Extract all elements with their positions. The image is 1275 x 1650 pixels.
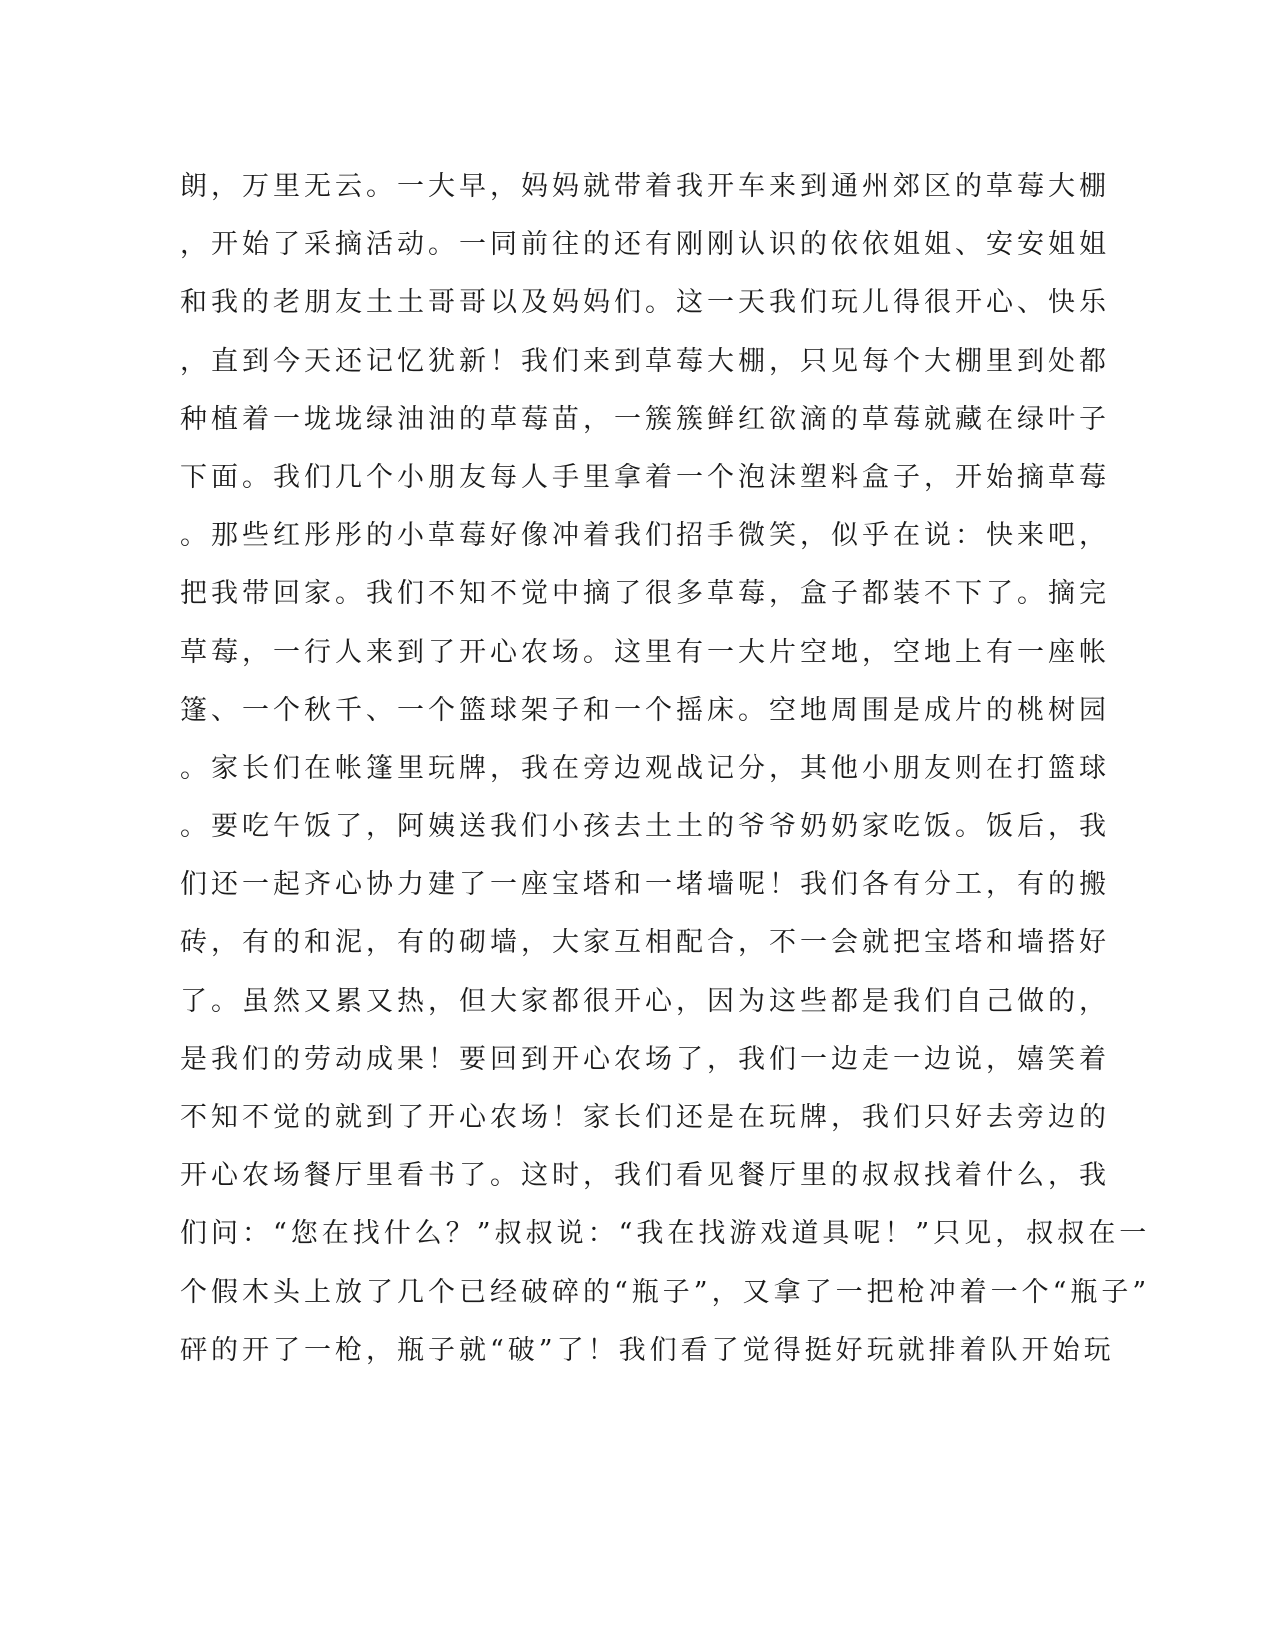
text-line: 砰的开了一枪，瓶子就“破”了！我们看了觉得挺好玩就排着队开始玩 — [180, 1334, 1115, 1366]
text-line: 了。虽然又累又热，但大家都很开心，因为这些都是我们自己做的， — [180, 985, 1110, 1017]
text-line: 和我的老朋友土土哥哥以及妈妈们。这一天我们玩儿得很开心、快乐 — [180, 287, 1110, 319]
text-line: 是我们的劳动成果！要回到开心农场了，我们一边走一边说，嬉笑着 — [180, 1043, 1110, 1075]
body-text — [180, 158, 1151, 1380]
text-line: 们还一起齐心协力建了一座宝塔和一堵墙呢！我们各有分工，有的搬 — [180, 869, 1110, 901]
text-line: 开心农场餐厅里看书了。这时，我们看见餐厅里的叔叔找着什么，我 — [180, 1160, 1110, 1192]
text-line: 草莓，一行人来到了开心农场。这里有一大片空地，空地上有一座帐 — [180, 636, 1110, 668]
text-line: 把我带回家。我们不知不觉中摘了很多草莓，盒子都装不下了。摘完 — [180, 578, 1110, 610]
text-line: ，开始了采摘活动。一同前往的还有刚刚认识的依依姐姐、安安姐姐 — [180, 229, 1110, 261]
text-line: 砖，有的和泥，有的砌墙，大家互相配合，不一会就把宝塔和墙搭好 — [180, 927, 1110, 959]
text-line: 。要吃午饭了，阿姨送我们小孩去土土的爷爷奶奶家吃饭。饭后，我 — [180, 811, 1110, 843]
text-line: 朗，万里无云。一大早，妈妈就带着我开车来到通州郊区的草莓大棚 — [180, 171, 1110, 202]
text-line: 篷、一个秋千、一个篮球架子和一个摇床。空地周围是成片的桃树园 — [180, 694, 1110, 726]
text-line: 们问：“您在找什么？”叔叔说：“我在找游戏道具呢！”只见，叔叔在一 — [180, 1218, 1151, 1250]
text-line: 。那些红彤彤的小草莓好像冲着我们招手微笑，似乎在说：快来吧， — [180, 520, 1110, 552]
text-line: 下面。我们几个小朋友每人手里拿着一个泡沫塑料盒子，开始摘草莓 — [180, 461, 1110, 493]
text-line: 不知不觉的就到了开心农场！家长们还是在玩牌，我们只好去旁边的 — [180, 1102, 1110, 1133]
text-line: 种植着一垅垅绿油油的草莓苗，一簇簇鲜红欲滴的草莓就藏在绿叶子 — [180, 403, 1110, 435]
text-line: 个假木头上放了几个已经破碎的“瓶子”，又拿了一把枪冲着一个“瓶子” — [180, 1276, 1151, 1308]
text-line: 。家长们在帐篷里玩牌，我在旁边观战记分，其他小朋友则在打篮球 — [180, 752, 1110, 784]
text-line: ，直到今天还记忆犹新！我们来到草莓大棚，只见每个大棚里到处都 — [180, 345, 1110, 377]
